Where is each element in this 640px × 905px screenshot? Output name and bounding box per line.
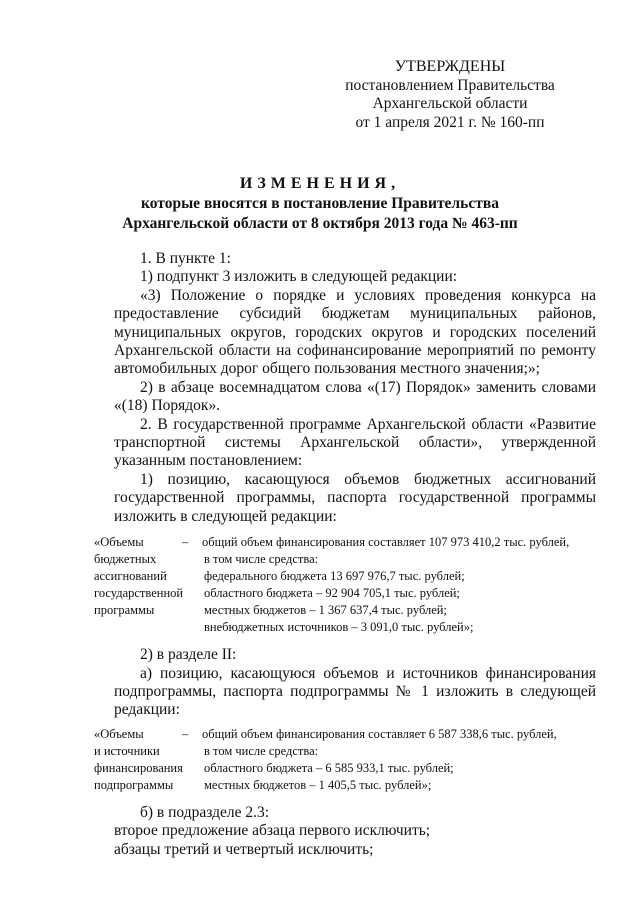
paragraph: второе предложение абзаца первого исключить; xyxy=(114,822,431,840)
block-label: «Объемы и источники финансирования подпрограммы xyxy=(94,726,183,792)
paragraph: б) в подразделе 2.3: xyxy=(140,803,270,821)
block-line: в том числе средства: xyxy=(204,552,319,567)
title-subtitle: Архангельской области от 8 октября 2013 года № 463-пп xyxy=(122,215,518,232)
approval-line: Архангельской области xyxy=(372,95,528,112)
block-line: местных бюджетов – 1 405,5 тыс. рублей»; xyxy=(204,777,432,792)
paragraph: «3) Положение о порядке и условиях проведения конкурса на предоставление субсидий бюджетам муниципальных районов, муниципальных округов, городских округов и городских поселений Архангельской области на софинансирование мероприятий по ремонту автомобильных дорог общего пользования местного значения;»; xyxy=(114,286,596,378)
budget-allocation-block xyxy=(94,534,596,636)
paragraph: абзацы третий и четвертый исключить; xyxy=(114,840,374,858)
block-line: федерального бюджета 13 697 976,7 тыс. рублей; xyxy=(204,569,465,584)
block-line: областного бюджета – 6 585 933,1 тыс. рублей; xyxy=(204,760,454,775)
paragraph: 1) подпункт 3 изложить в следующей редакции: xyxy=(140,268,458,286)
block-dash: – xyxy=(182,535,189,550)
paragraph: а) позицию, касающуюся объемов и источников финансирования подпрограммы, паспорта подпрограммы № 1 изложить в следующей редакции: xyxy=(114,664,596,719)
title-subtitle: которые вносятся в постановление Правительства xyxy=(141,195,499,212)
approval-heading: УТВЕРЖДЕНЫ xyxy=(394,58,506,75)
paragraph: 2. В государственной программе Архангельской области «Развитие транспортной системы Архангельской области», утвержденной указанным постановлением: xyxy=(114,415,596,470)
block-label: «Объемы бюджетных ассигнований государственной программы xyxy=(94,535,184,618)
block-line: местных бюджетов – 1 367 637,4 тыс. рублей; xyxy=(204,603,447,618)
block-dash: – xyxy=(182,726,189,741)
document-body xyxy=(94,250,596,859)
paragraph: 1. В пункте 1: xyxy=(140,250,231,267)
paragraph: 2) в абзаце восемнадцатом слова «(17) Порядок» заменить словами «(18) Порядок». xyxy=(114,378,596,415)
approval-line: постановлением Правительства xyxy=(345,76,555,94)
approval-stamp xyxy=(300,58,600,132)
subprogram-funding-block xyxy=(94,726,596,794)
block-lines xyxy=(202,726,596,794)
document-title xyxy=(0,174,640,234)
block-lines xyxy=(202,534,596,636)
paragraph: 1) позицию, касающуюся объемов бюджетных ассигнований государственной программы, паспорта государственной программы изложить в следующей редакции: xyxy=(114,470,596,525)
block-line: внебюджетных источников – 3 091,0 тыс. рублей»; xyxy=(204,620,474,635)
block-line: общий объем финансирования составляет 6 587 338,6 тыс. рублей, xyxy=(202,726,557,741)
block-line: областного бюджета – 92 904 705,1 тыс. рублей; xyxy=(204,586,460,601)
block-line: в том числе средства: xyxy=(204,743,319,758)
block-line: общий объем финансирования составляет 107 973 410,2 тыс. рублей, xyxy=(202,535,570,550)
paragraph: 2) в разделе II: xyxy=(140,646,237,664)
title-main: ИЗМЕНЕНИЯ, xyxy=(239,175,401,192)
approval-line: от 1 апреля 2021 г. № 160-пп xyxy=(355,113,545,131)
